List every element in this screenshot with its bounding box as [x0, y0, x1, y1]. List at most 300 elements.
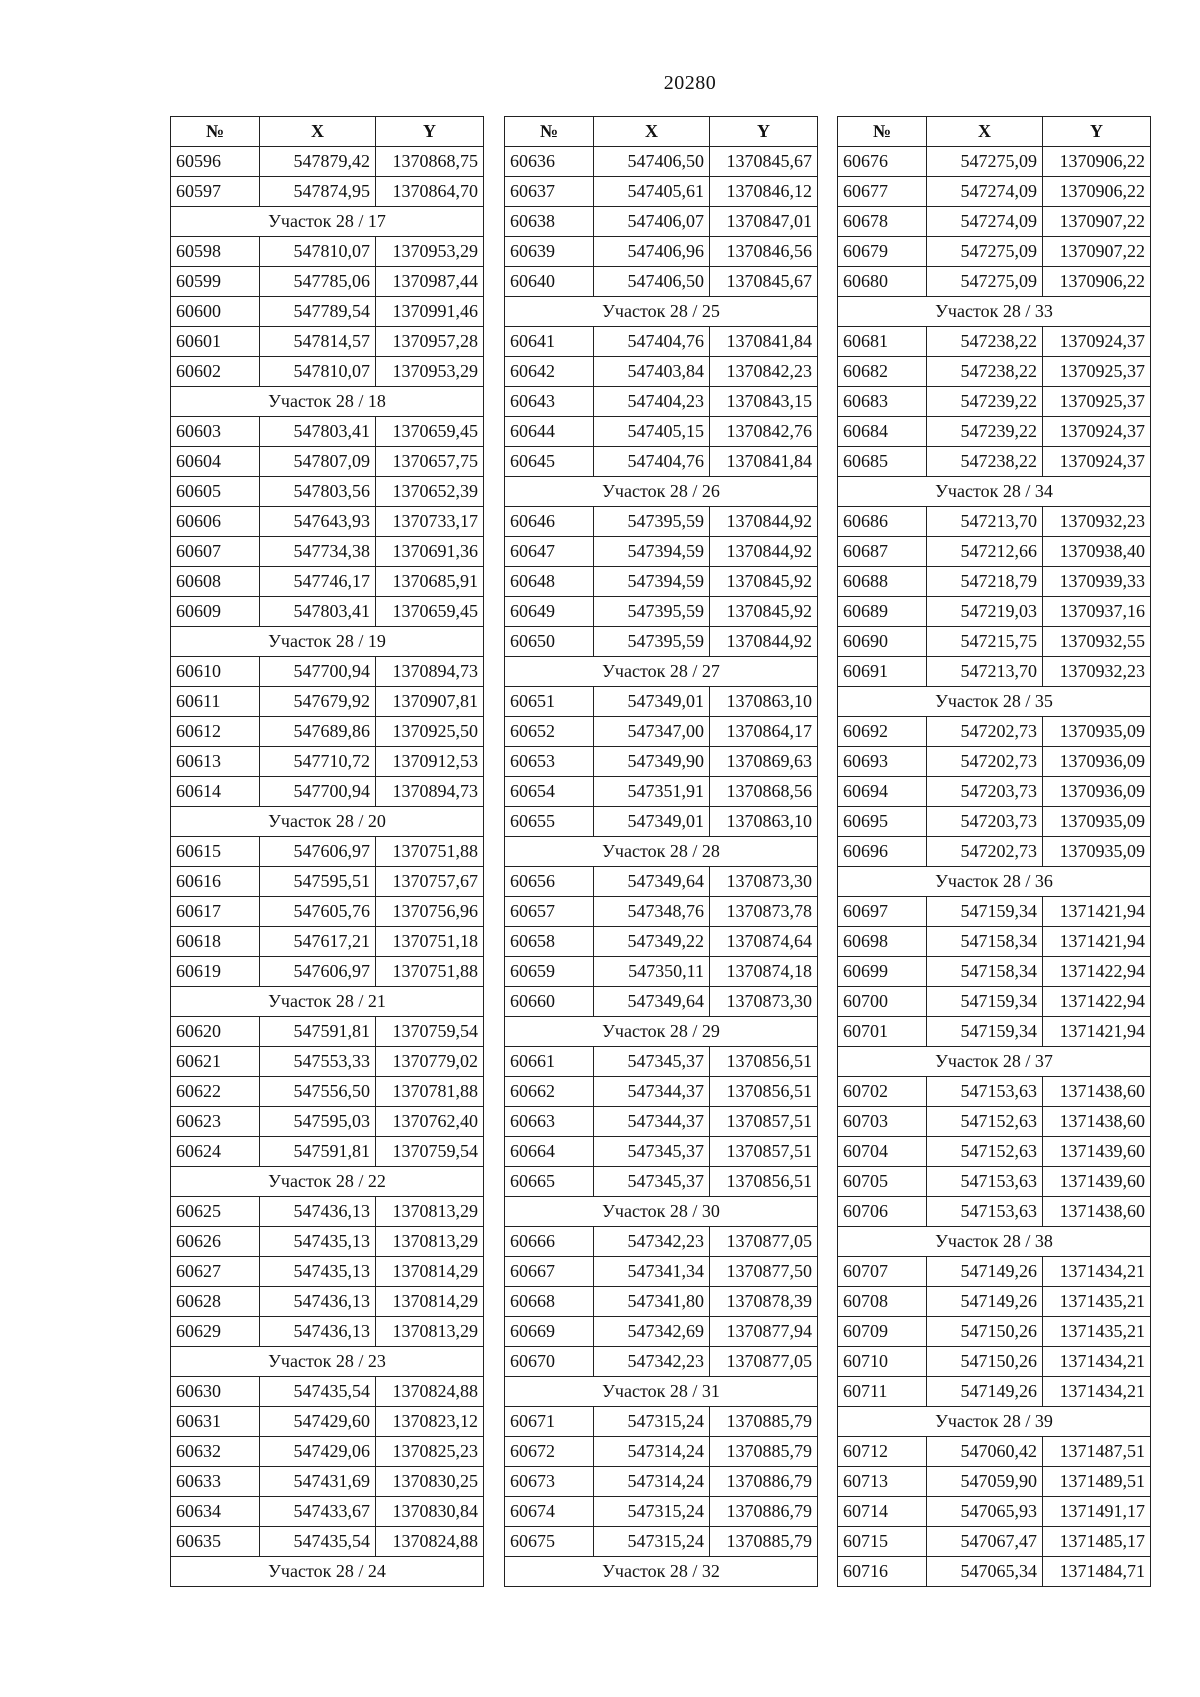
y-coordinate: 1370813,29 [376, 1227, 484, 1257]
point-number: 60624 [171, 1137, 260, 1167]
table-row [838, 1467, 1151, 1497]
table-row [838, 267, 1151, 297]
point-number: 60604 [171, 447, 260, 477]
section-row [505, 1197, 818, 1227]
table-row [171, 1227, 484, 1257]
table-row [505, 1467, 818, 1497]
x-coordinate: 547348,76 [594, 897, 710, 927]
y-coordinate: 1370824,88 [376, 1377, 484, 1407]
x-coordinate: 547436,13 [260, 1287, 376, 1317]
y-coordinate: 1370864,17 [710, 717, 818, 747]
section-title: Участок 28 / 18 [171, 387, 484, 417]
x-coordinate: 547700,94 [260, 657, 376, 687]
point-number: 60706 [838, 1197, 927, 1227]
y-coordinate: 1371484,71 [1043, 1557, 1151, 1587]
x-coordinate: 547394,59 [594, 537, 710, 567]
section-row [171, 807, 484, 837]
section-title: Участок 28 / 36 [838, 867, 1151, 897]
y-coordinate: 1370845,67 [710, 267, 818, 297]
table-row [171, 837, 484, 867]
x-coordinate: 547351,91 [594, 777, 710, 807]
point-number: 60693 [838, 747, 927, 777]
table-row [838, 657, 1151, 687]
table-row [505, 717, 818, 747]
table-row [838, 447, 1151, 477]
x-coordinate: 547274,09 [927, 177, 1043, 207]
y-coordinate: 1370846,56 [710, 237, 818, 267]
x-coordinate: 547436,13 [260, 1317, 376, 1347]
section-title: Участок 28 / 21 [171, 987, 484, 1017]
point-number: 60634 [171, 1497, 260, 1527]
x-coordinate: 547404,76 [594, 327, 710, 357]
x-coordinate: 547429,60 [260, 1407, 376, 1437]
y-coordinate: 1370925,37 [1043, 387, 1151, 417]
point-number: 60612 [171, 717, 260, 747]
table-row [505, 567, 818, 597]
table-row [838, 627, 1151, 657]
point-number: 60714 [838, 1497, 927, 1527]
point-number: 60648 [505, 567, 594, 597]
x-coordinate: 547159,34 [927, 897, 1043, 927]
table-row [838, 987, 1151, 1017]
point-number: 60645 [505, 447, 594, 477]
point-number: 60671 [505, 1407, 594, 1437]
y-coordinate: 1370823,12 [376, 1407, 484, 1437]
x-coordinate: 547349,64 [594, 987, 710, 1017]
x-coordinate: 547239,22 [927, 417, 1043, 447]
y-coordinate: 1370652,39 [376, 477, 484, 507]
table-row [171, 1497, 484, 1527]
x-coordinate: 547403,84 [594, 357, 710, 387]
x-coordinate: 547202,73 [927, 747, 1043, 777]
table-row [505, 747, 818, 777]
x-coordinate: 547152,63 [927, 1137, 1043, 1167]
y-column-header: Y [1043, 117, 1151, 147]
x-coordinate: 547689,86 [260, 717, 376, 747]
table-row [171, 447, 484, 477]
table-row [838, 357, 1151, 387]
table-row [171, 1077, 484, 1107]
number-column-header: № [171, 117, 260, 147]
x-coordinate: 547406,96 [594, 237, 710, 267]
table-row [171, 507, 484, 537]
table-row [171, 1437, 484, 1467]
y-coordinate: 1370924,37 [1043, 417, 1151, 447]
table-row [171, 1257, 484, 1287]
point-number: 60701 [838, 1017, 927, 1047]
point-number: 60697 [838, 897, 927, 927]
y-coordinate: 1371487,51 [1043, 1437, 1151, 1467]
x-coordinate: 547553,33 [260, 1047, 376, 1077]
table-row [171, 717, 484, 747]
x-coordinate: 547344,37 [594, 1077, 710, 1107]
point-number: 60663 [505, 1107, 594, 1137]
x-coordinate: 547159,34 [927, 1017, 1043, 1047]
table-row [838, 747, 1151, 777]
point-number: 60682 [838, 357, 927, 387]
point-number: 60608 [171, 567, 260, 597]
point-number: 60628 [171, 1287, 260, 1317]
point-number: 60716 [838, 1557, 927, 1587]
table-row [838, 1437, 1151, 1467]
point-number: 60621 [171, 1047, 260, 1077]
table-row [505, 1137, 818, 1167]
y-coordinate: 1370894,73 [376, 657, 484, 687]
point-number: 60639 [505, 237, 594, 267]
x-coordinate: 547213,70 [927, 507, 1043, 537]
table-row [505, 1437, 818, 1467]
table-row [171, 417, 484, 447]
table-row [505, 1077, 818, 1107]
section-row [505, 477, 818, 507]
x-coordinate: 547315,24 [594, 1407, 710, 1437]
point-number: 60640 [505, 267, 594, 297]
table-row [171, 897, 484, 927]
point-number: 60667 [505, 1257, 594, 1287]
page-number: 20280 [663, 72, 717, 94]
table-row [505, 1317, 818, 1347]
y-coordinate: 1370830,25 [376, 1467, 484, 1497]
y-coordinate: 1370847,01 [710, 207, 818, 237]
x-coordinate: 547874,95 [260, 177, 376, 207]
table-row [171, 957, 484, 987]
table-row [838, 327, 1151, 357]
table-row [505, 147, 818, 177]
y-coordinate: 1370842,76 [710, 417, 818, 447]
x-coordinate: 547591,81 [260, 1137, 376, 1167]
y-coordinate: 1371421,94 [1043, 1017, 1151, 1047]
point-number: 60619 [171, 957, 260, 987]
table-row [171, 1467, 484, 1497]
point-number: 60655 [505, 807, 594, 837]
x-coordinate: 547404,23 [594, 387, 710, 417]
x-coordinate: 547803,41 [260, 417, 376, 447]
section-title: Участок 28 / 33 [838, 297, 1151, 327]
x-coordinate: 547435,13 [260, 1227, 376, 1257]
y-coordinate: 1370856,51 [710, 1077, 818, 1107]
y-coordinate: 1370886,79 [710, 1497, 818, 1527]
table-row [838, 237, 1151, 267]
x-coordinate: 547342,69 [594, 1317, 710, 1347]
x-column-header: X [927, 117, 1043, 147]
x-coordinate: 547275,09 [927, 147, 1043, 177]
x-coordinate: 547643,93 [260, 507, 376, 537]
point-number: 60651 [505, 687, 594, 717]
point-number: 60631 [171, 1407, 260, 1437]
y-coordinate: 1370936,09 [1043, 777, 1151, 807]
x-coordinate: 547275,09 [927, 267, 1043, 297]
y-coordinate: 1370885,79 [710, 1527, 818, 1557]
y-coordinate: 1370830,84 [376, 1497, 484, 1527]
y-coordinate: 1371421,94 [1043, 897, 1151, 927]
x-coordinate: 547406,50 [594, 147, 710, 177]
y-coordinate: 1371439,60 [1043, 1137, 1151, 1167]
section-title: Участок 28 / 28 [505, 837, 818, 867]
point-number: 60660 [505, 987, 594, 1017]
point-number: 60709 [838, 1317, 927, 1347]
table-row [838, 1107, 1151, 1137]
point-number: 60673 [505, 1467, 594, 1497]
point-number: 60637 [505, 177, 594, 207]
point-number: 60708 [838, 1287, 927, 1317]
y-coordinate: 1370841,84 [710, 327, 818, 357]
y-coordinate: 1370874,18 [710, 957, 818, 987]
point-number: 60677 [838, 177, 927, 207]
y-coordinate: 1370886,79 [710, 1467, 818, 1497]
y-coordinate: 1370759,54 [376, 1017, 484, 1047]
x-coordinate: 547274,09 [927, 207, 1043, 237]
table-row [505, 1167, 818, 1197]
table-row [838, 1347, 1151, 1377]
x-coordinate: 547350,11 [594, 957, 710, 987]
x-coordinate: 547395,59 [594, 627, 710, 657]
point-number: 60609 [171, 597, 260, 627]
y-coordinate: 1370863,10 [710, 687, 818, 717]
y-coordinate: 1370814,29 [376, 1287, 484, 1317]
y-coordinate: 1371422,94 [1043, 957, 1151, 987]
table-row [171, 1287, 484, 1317]
point-number: 60666 [505, 1227, 594, 1257]
y-coordinate: 1371489,51 [1043, 1467, 1151, 1497]
x-coordinate: 547349,22 [594, 927, 710, 957]
x-coordinate: 547814,57 [260, 327, 376, 357]
section-title: Участок 28 / 19 [171, 627, 484, 657]
number-column-header: № [505, 117, 594, 147]
y-coordinate: 1370868,56 [710, 777, 818, 807]
table-row [171, 237, 484, 267]
point-number: 60683 [838, 387, 927, 417]
section-title: Участок 28 / 31 [505, 1377, 818, 1407]
y-coordinate: 1371422,94 [1043, 987, 1151, 1017]
table-row [838, 1017, 1151, 1047]
point-number: 60602 [171, 357, 260, 387]
point-number: 60607 [171, 537, 260, 567]
table-row [505, 777, 818, 807]
section-title: Участок 28 / 37 [838, 1047, 1151, 1077]
y-coordinate: 1370685,91 [376, 567, 484, 597]
table-row [171, 1017, 484, 1047]
point-number: 60638 [505, 207, 594, 237]
x-coordinate: 547394,59 [594, 567, 710, 597]
point-number: 60630 [171, 1377, 260, 1407]
point-number: 60620 [171, 1017, 260, 1047]
section-row [505, 837, 818, 867]
table-row [505, 267, 818, 297]
y-coordinate: 1370873,78 [710, 897, 818, 927]
y-coordinate: 1370938,40 [1043, 537, 1151, 567]
table-row [171, 477, 484, 507]
table-row [838, 897, 1151, 927]
x-coordinate: 547349,01 [594, 687, 710, 717]
table-row [838, 1167, 1151, 1197]
y-coordinate: 1370813,29 [376, 1317, 484, 1347]
point-number: 60606 [171, 507, 260, 537]
point-number: 60672 [505, 1437, 594, 1467]
x-coordinate: 547159,34 [927, 987, 1043, 1017]
point-number: 60643 [505, 387, 594, 417]
section-title: Участок 28 / 17 [171, 207, 484, 237]
x-coordinate: 547153,63 [927, 1197, 1043, 1227]
y-coordinate: 1370873,30 [710, 987, 818, 1017]
y-coordinate: 1370991,46 [376, 297, 484, 327]
x-coordinate: 547734,38 [260, 537, 376, 567]
point-number: 60650 [505, 627, 594, 657]
point-number: 60653 [505, 747, 594, 777]
point-number: 60686 [838, 507, 927, 537]
y-coordinate: 1370762,40 [376, 1107, 484, 1137]
y-coordinate: 1370824,88 [376, 1527, 484, 1557]
point-number: 60694 [838, 777, 927, 807]
coordinates-table-1 [170, 116, 484, 1587]
point-number: 60711 [838, 1377, 927, 1407]
table-row [838, 777, 1151, 807]
table-row [171, 327, 484, 357]
point-number: 60661 [505, 1047, 594, 1077]
table-row [171, 1407, 484, 1437]
y-coordinate: 1370759,54 [376, 1137, 484, 1167]
y-coordinate: 1370936,09 [1043, 747, 1151, 777]
table-row [171, 1137, 484, 1167]
y-coordinate: 1371434,21 [1043, 1257, 1151, 1287]
x-coordinate: 547429,06 [260, 1437, 376, 1467]
table-row [505, 177, 818, 207]
point-number: 60676 [838, 147, 927, 177]
y-coordinate: 1370987,44 [376, 267, 484, 297]
point-number: 60623 [171, 1107, 260, 1137]
y-coordinate: 1370932,23 [1043, 657, 1151, 687]
point-number: 60597 [171, 177, 260, 207]
table-row [171, 1047, 484, 1077]
point-number: 60658 [505, 927, 594, 957]
point-number: 60622 [171, 1077, 260, 1107]
table-row [838, 1527, 1151, 1557]
x-coordinate: 547065,34 [927, 1557, 1043, 1587]
point-number: 60681 [838, 327, 927, 357]
x-coordinate: 547238,22 [927, 327, 1043, 357]
y-coordinate: 1370845,92 [710, 567, 818, 597]
table-row [838, 567, 1151, 597]
x-coordinate: 547275,09 [927, 237, 1043, 267]
y-coordinate: 1370877,05 [710, 1227, 818, 1257]
y-coordinate: 1370932,23 [1043, 507, 1151, 537]
table-row [838, 597, 1151, 627]
y-coordinate: 1371485,17 [1043, 1527, 1151, 1557]
y-coordinate: 1370874,64 [710, 927, 818, 957]
table-row [505, 327, 818, 357]
table-row [171, 657, 484, 687]
y-coordinate: 1370877,05 [710, 1347, 818, 1377]
point-number: 60705 [838, 1167, 927, 1197]
point-number: 60684 [838, 417, 927, 447]
table-header-row [171, 117, 484, 147]
x-coordinate: 547238,22 [927, 357, 1043, 387]
y-coordinate: 1370924,37 [1043, 327, 1151, 357]
x-coordinate: 547153,63 [927, 1077, 1043, 1107]
x-coordinate: 547065,93 [927, 1497, 1043, 1527]
section-row [505, 1017, 818, 1047]
y-coordinate: 1370842,23 [710, 357, 818, 387]
point-number: 60644 [505, 417, 594, 447]
point-number: 60662 [505, 1077, 594, 1107]
x-coordinate: 547203,73 [927, 777, 1043, 807]
y-column-header: Y [710, 117, 818, 147]
table-row [171, 1197, 484, 1227]
y-coordinate: 1371421,94 [1043, 927, 1151, 957]
point-number: 60632 [171, 1437, 260, 1467]
table-row [838, 507, 1151, 537]
point-number: 60696 [838, 837, 927, 867]
table-row [171, 177, 484, 207]
table-row [505, 1407, 818, 1437]
x-coordinate: 547404,76 [594, 447, 710, 477]
point-number: 60649 [505, 597, 594, 627]
point-number: 60674 [505, 1497, 594, 1527]
table-row [171, 777, 484, 807]
x-coordinate: 547149,26 [927, 1287, 1043, 1317]
x-coordinate: 547345,37 [594, 1137, 710, 1167]
point-number: 60691 [838, 657, 927, 687]
x-coordinate: 547314,24 [594, 1437, 710, 1467]
table-row [171, 927, 484, 957]
point-number: 60603 [171, 417, 260, 447]
y-coordinate: 1371491,17 [1043, 1497, 1151, 1527]
x-coordinate: 547315,24 [594, 1497, 710, 1527]
point-number: 60659 [505, 957, 594, 987]
table-row [171, 1107, 484, 1137]
table-row [505, 597, 818, 627]
x-coordinate: 547405,61 [594, 177, 710, 207]
table-header-row [838, 117, 1151, 147]
table-body [505, 147, 818, 1587]
x-column-header: X [594, 117, 710, 147]
x-coordinate: 547746,17 [260, 567, 376, 597]
y-coordinate: 1370925,50 [376, 717, 484, 747]
table-row [505, 357, 818, 387]
y-coordinate: 1371439,60 [1043, 1167, 1151, 1197]
point-number: 60689 [838, 597, 927, 627]
y-coordinate: 1370885,79 [710, 1407, 818, 1437]
y-coordinate: 1370907,22 [1043, 207, 1151, 237]
point-number: 60599 [171, 267, 260, 297]
y-column-header: Y [376, 117, 484, 147]
x-coordinate: 547879,42 [260, 147, 376, 177]
point-number: 60690 [838, 627, 927, 657]
y-coordinate: 1370912,53 [376, 747, 484, 777]
section-row [171, 387, 484, 417]
table-row [505, 1257, 818, 1287]
y-coordinate: 1370937,16 [1043, 597, 1151, 627]
x-coordinate: 547349,01 [594, 807, 710, 837]
y-coordinate: 1370894,73 [376, 777, 484, 807]
point-number: 60668 [505, 1287, 594, 1317]
y-coordinate: 1370751,88 [376, 837, 484, 867]
y-coordinate: 1370845,67 [710, 147, 818, 177]
y-coordinate: 1370907,22 [1043, 237, 1151, 267]
table-row [505, 807, 818, 837]
table-row [171, 147, 484, 177]
point-number: 60698 [838, 927, 927, 957]
y-coordinate: 1370757,67 [376, 867, 484, 897]
point-number: 60601 [171, 327, 260, 357]
x-coordinate: 547431,69 [260, 1467, 376, 1497]
point-number: 60613 [171, 747, 260, 777]
x-coordinate: 547060,42 [927, 1437, 1043, 1467]
x-coordinate: 547219,03 [927, 597, 1043, 627]
y-coordinate: 1370856,51 [710, 1047, 818, 1077]
table-row [505, 1527, 818, 1557]
coordinates-table-3 [837, 116, 1151, 1587]
x-coordinate: 547406,50 [594, 267, 710, 297]
